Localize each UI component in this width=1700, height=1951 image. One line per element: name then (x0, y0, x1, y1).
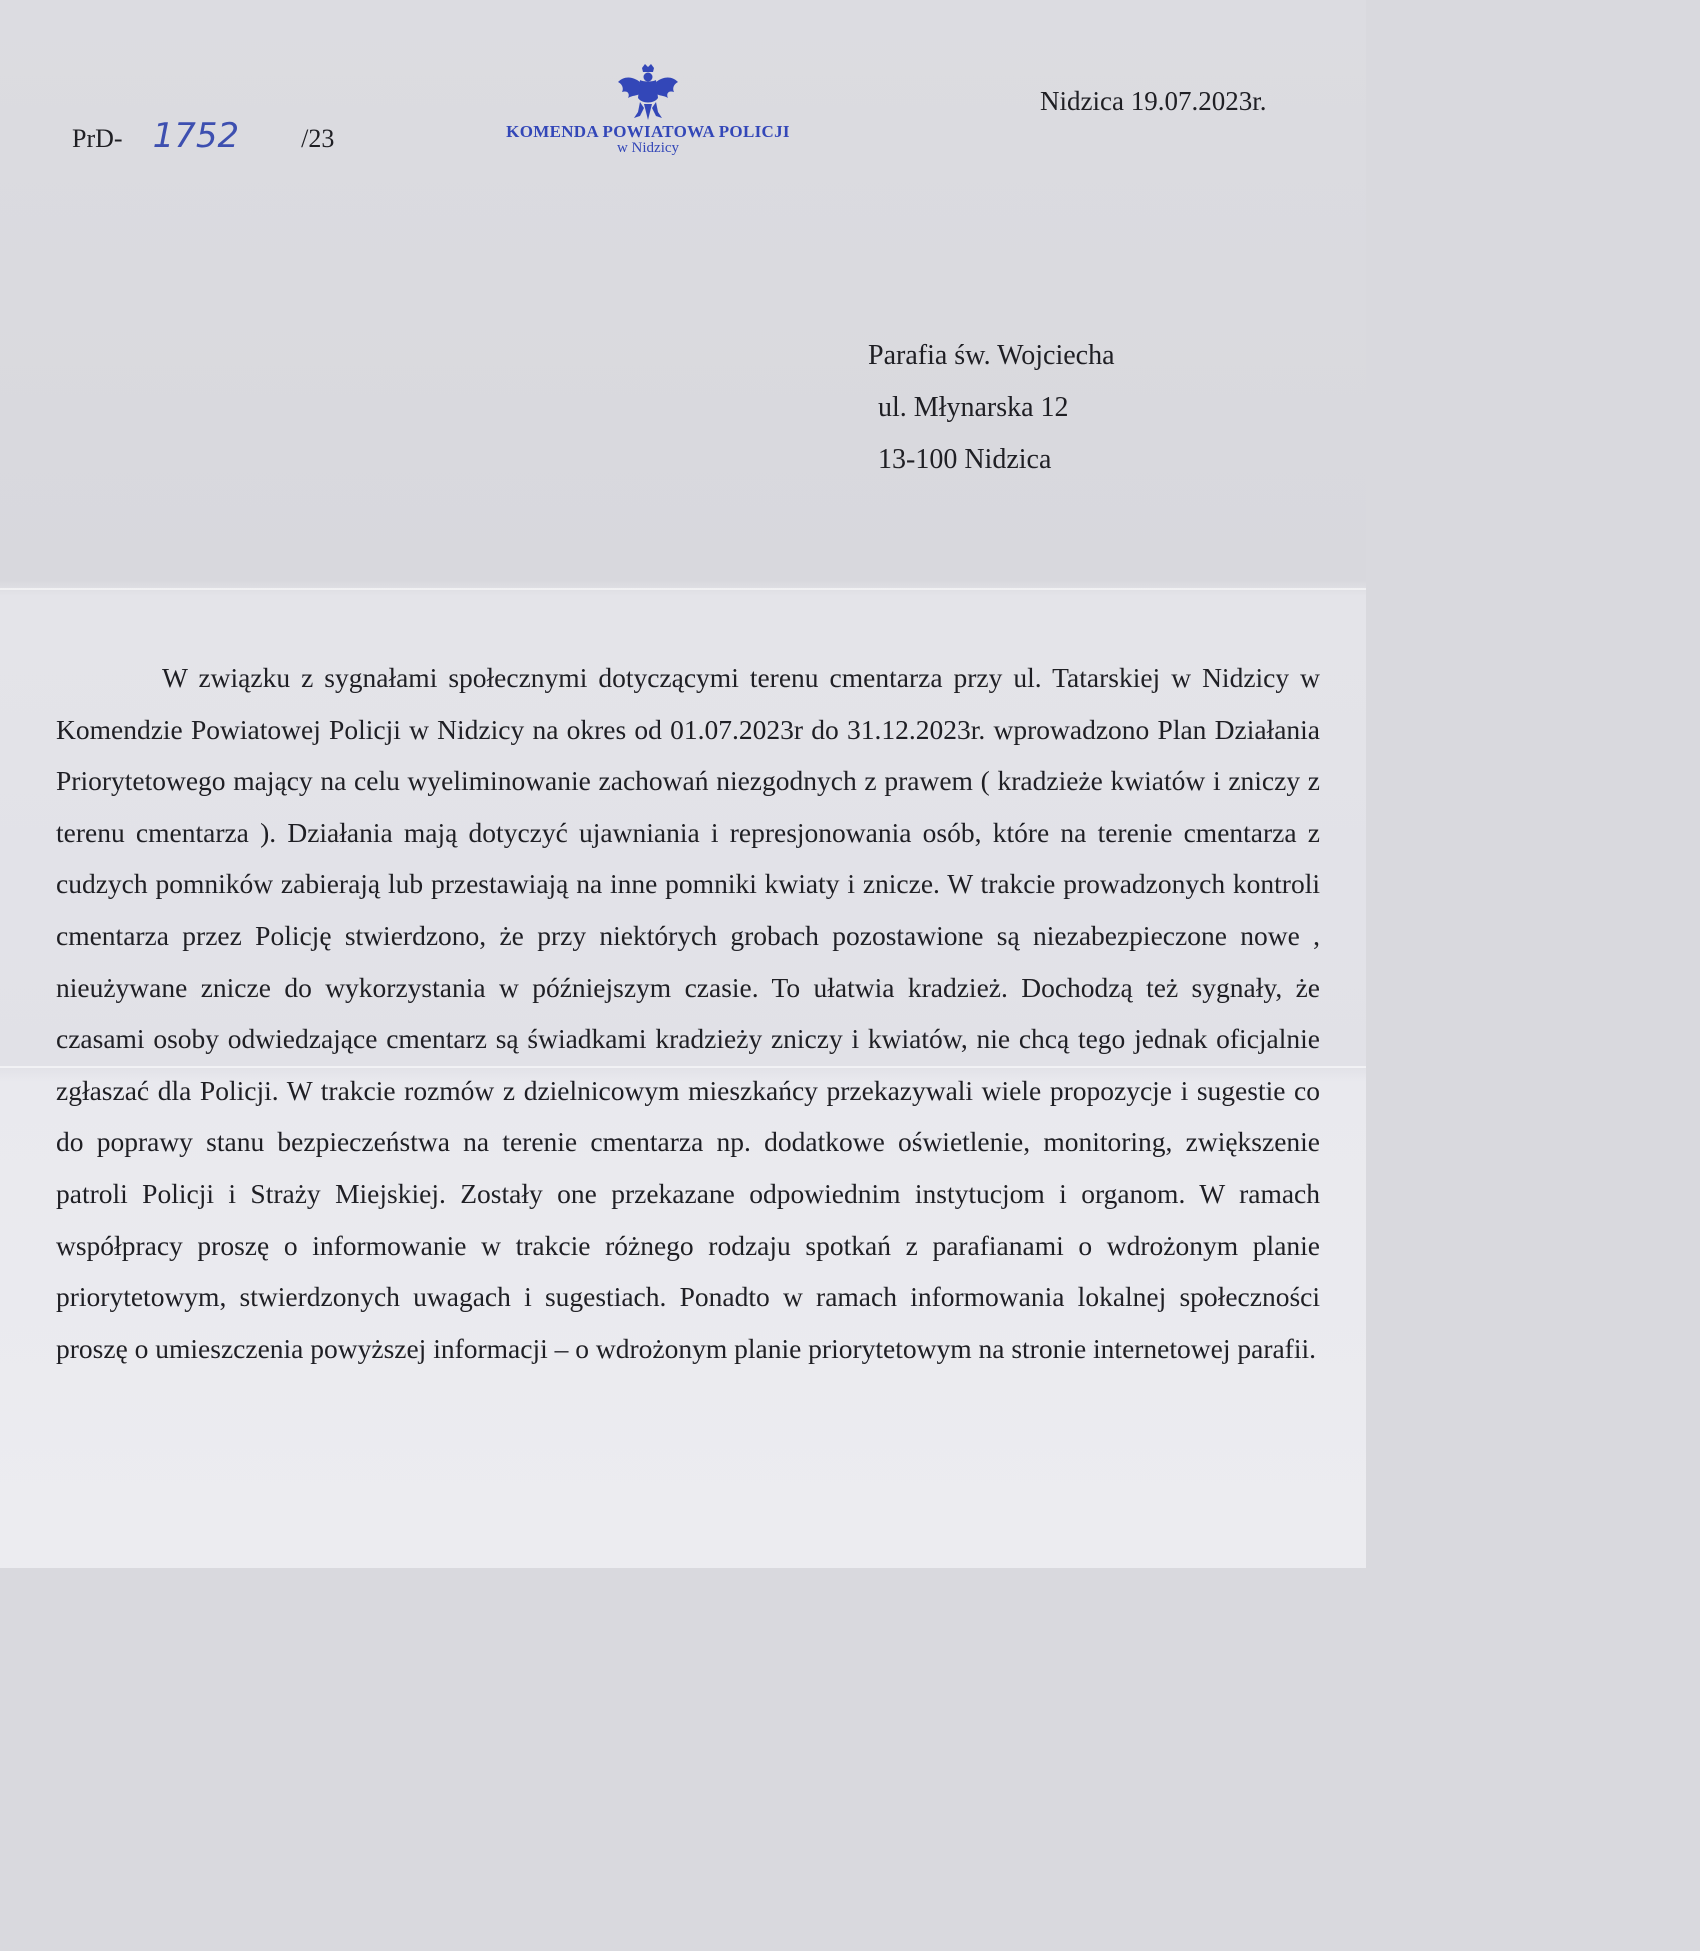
paper-fold-line (0, 588, 1366, 590)
recipient-city: 13-100 Nidzica (878, 444, 1052, 475)
body-paragraph: W związku z sygnałami społecznymi dotyczącymi terenu cmentarza przy ul. Tatarskiej w Nidzicy w Komendzie Powiatowej Policji w Nidzicy na okres od 01.07.2023r do 31.12.2023r. wprowadzono Plan Działania Priorytetowego mający na celu wyeliminowanie zachowań niezgodnych z prawem ( kradzieże kwiatów i zniczy z terenu cmentarza ). Działania mają dotyczyć ujawniania i represjonowania osób, które na terenie cmentarza z cudzych pomników zabierają lub przestawiają na inne pomniki kwiaty i znicze. W trakcie prowadzonych kontroli cmentarza przez Policję stwierdzono, że przy niektórych grobach pozostawione są niezabezpieczone nowe , nieużywane znicze do wykorzystania w późniejszym czasie. To ułatwia kradzież. Dochodzą też sygnały, że czasami osoby odwiedzające cmentarz są świadkami kradzieży zniczy i kwiatów, nie chcą tego jednak oficjalnie zgłaszać dla Policji. W trakcie rozmów z dzielnicowym mieszkańcy przekazywali wiele propozycje i sugestie co do poprawy stanu bezpieczeństwa na terenie cmentarza np. dodatkowe oświetlenie, monitoring, zwiększenie patroli Policji i Straży Miejskiej. Zostały one przekazane odpowiednim instytucjom i organom. W ramach współpracy proszę o informowanie w trakcie różnego rodzaju spotkań z parafianami o wdrożonym planie priorytetowym, stwierdzonych uwagach i sugestiach. Ponadto w ramach informowania lokalnej społeczności proszę o umieszczenia powyższej informacji – o wdrożonym planie priorytetowym na stronie internetowej parafii. (56, 662, 1320, 1364)
stamp-title: KOMENDA POWIATOWA POLICJI (506, 122, 790, 141)
police-stamp (478, 64, 818, 157)
letter-date: Nidzica 19.07.2023r. (1040, 86, 1267, 116)
letter-body (56, 652, 1320, 1374)
reference-suffix: /23 (301, 124, 335, 153)
reference-handwritten-number: 1752 (152, 116, 240, 156)
recipient-street: ul. Młynarska 12 (878, 392, 1069, 423)
reference-number (72, 116, 334, 156)
stamp-location: w Nidzicy (616, 140, 680, 156)
recipient-address (868, 330, 1115, 486)
reference-prefix: PrD- (72, 124, 123, 153)
polish-eagle-icon (616, 64, 680, 122)
recipient-name: Parafia św. Wojciecha (868, 340, 1115, 371)
